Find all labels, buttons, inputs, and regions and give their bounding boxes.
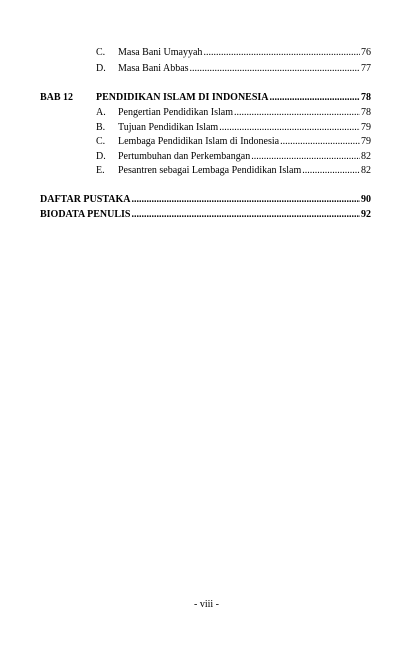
toc-entry-title: DAFTAR PUSTAKA (40, 194, 131, 205)
toc-entry-page: 78 (361, 107, 371, 118)
toc-entry-page: 79 (361, 136, 371, 147)
toc-entry-title: Lembaga Pendidikan Islam di Indonesia (118, 136, 280, 147)
toc-entry (0, 150, 413, 163)
toc-entry (0, 121, 413, 134)
toc-entry-page: 92 (361, 209, 371, 220)
toc-entry-title: Pesantren sebagai Lembaga Pendidikan Islam (118, 165, 302, 176)
toc-entry (0, 62, 413, 75)
toc-entry-page: 82 (361, 165, 371, 176)
toc-entry-title: Pertumbuhan dan Perkembangan (118, 151, 251, 162)
leader-dots (203, 46, 360, 59)
toc-entry (0, 106, 413, 119)
toc-chapter-heading (0, 91, 413, 104)
toc-entry-daftar-pustaka (0, 193, 413, 206)
leader-dots (302, 164, 360, 177)
toc-entry-letter: B. (96, 122, 106, 133)
toc-entry-letter: C. (96, 136, 106, 147)
toc-entry-letter: C. (96, 47, 106, 58)
toc-entry (0, 164, 413, 177)
toc-entry-page: 76 (361, 47, 371, 58)
leader-dots (270, 91, 360, 104)
toc-entry (0, 46, 413, 59)
toc-entry-letter: E. (96, 165, 105, 176)
toc-entry-title: Masa Bani Abbas (118, 63, 189, 74)
toc-entry-letter: D. (96, 63, 106, 74)
leader-dots (234, 106, 360, 119)
chapter-page: 78 (361, 92, 371, 103)
toc-entry-title: BIODATA PENULIS (40, 209, 131, 220)
toc-entry-letter: A. (96, 107, 106, 118)
leader-dots (280, 135, 360, 148)
leader-dots (190, 62, 360, 75)
chapter-label: BAB 12 (40, 92, 74, 103)
toc-entry-page: 82 (361, 151, 371, 162)
toc-entry-page: 79 (361, 122, 371, 133)
toc-entry-page: 77 (361, 63, 371, 74)
leader-dots (131, 208, 360, 221)
toc-entry-biodata-penulis (0, 208, 413, 221)
toc-entry (0, 135, 413, 148)
toc-entry-title: Pengertian Pendidikan Islam (118, 107, 233, 118)
toc-entry-letter: D. (96, 151, 106, 162)
leader-dots (219, 121, 360, 134)
toc-entry-title: Masa Bani Umayyah (118, 47, 203, 58)
toc-entry-page: 90 (361, 194, 371, 205)
chapter-title: PENDIDIKAN ISLAM DI INDONESIA (96, 92, 269, 103)
page-number: - viii - (194, 599, 219, 610)
leader-dots (251, 150, 360, 163)
leader-dots (131, 193, 360, 206)
toc-entry-title: Tujuan Pendidikan Islam (118, 122, 219, 133)
